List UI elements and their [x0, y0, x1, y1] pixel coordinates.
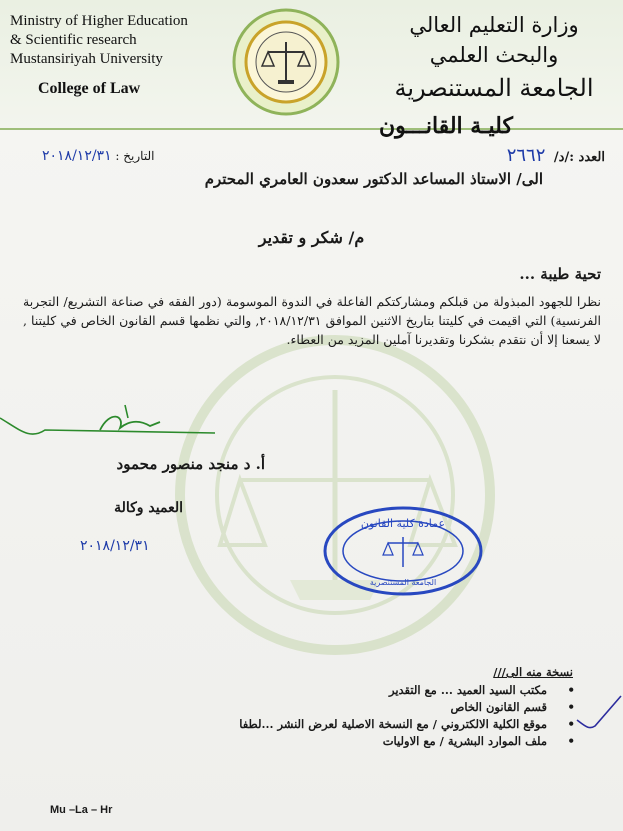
reference-label: العدد :/د/: [553, 150, 605, 165]
copy-item: • موقع الكلية الالكتروني / مع النسخة الاصلية لعرض النشر ...لطفا: [153, 716, 561, 733]
college-ar: كليـة القانـــون: [379, 113, 513, 139]
stamp-top-text: عمادة كلية القانون: [360, 517, 446, 530]
copy-item: • مكتب السيد العميد ... مع التقدير: [153, 682, 561, 699]
reference-number: [507, 145, 605, 166]
copies-list: [153, 665, 573, 750]
stamp-bottom-text: الجامعة المستنصرية: [369, 578, 437, 587]
college-en: College of Law: [38, 80, 141, 97]
date-value: ٢٠١٨/١٢/٣١: [42, 148, 112, 164]
ministry-en: Ministry of Higher Education: [10, 13, 188, 29]
subject-line: م/ شكر و تقدير: [258, 228, 365, 247]
arabic-letterhead: [379, 10, 609, 146]
copy-item: • ملف الموارد البشرية / مع الاوليات: [153, 733, 561, 750]
signatory-title: العميد وكالة: [114, 500, 183, 516]
check-mark-icon: [575, 690, 623, 732]
research-en: & Scientific research: [10, 32, 137, 48]
reference-value: ٢٦٦٢: [506, 145, 546, 166]
university-watermark: [170, 330, 500, 660]
letter-date: [42, 148, 154, 164]
signature-date-value: ٢٠١٨/١٢/٣١: [80, 538, 150, 554]
college-logo: [232, 8, 340, 116]
ministry-ar: وزارة التعليم العالي والبحث العلمي: [409, 13, 579, 67]
english-letterhead: [10, 12, 225, 98]
university-en: Mustansiriyah University: [10, 51, 163, 67]
copies-title: نسخة منه الى///: [493, 665, 573, 679]
signatory-name: أ. د منجد منصور محمود: [116, 455, 265, 473]
date-label: التاريخ :: [115, 149, 155, 163]
handwritten-signature: [0, 400, 230, 450]
greeting: تحية طيبة ...: [519, 265, 601, 283]
copy-item: • قسم القانون الخاص: [153, 699, 561, 716]
university-ar: الجامعة المستنصرية: [394, 74, 594, 102]
deanship-stamp: [322, 505, 484, 597]
letter-body: نظرا للجهود المبذولة من قبلكم ومشاركتكم الفاعلة في الندوة الموسومة (دور الفقه في صناعة التشريع/ التجربة الفرنسية) التي اقيمت في كليتنا بتاريخ الاثنين الموافق ٢٠١٨/١٢/٣١, والتي نظمها قسم القانون الخاص في كليتنا , لا يسعنا إلا أن نتقدم بشكرنا وتقديرنا آملين المزيد من العطاء.: [23, 294, 601, 347]
footer-code: Mu –La – Hr: [50, 804, 113, 816]
recipient-line: الى/ الاستاذ المساعد الدكتور سعدون العامري المحترم: [204, 170, 543, 188]
signature-date: [80, 538, 150, 554]
